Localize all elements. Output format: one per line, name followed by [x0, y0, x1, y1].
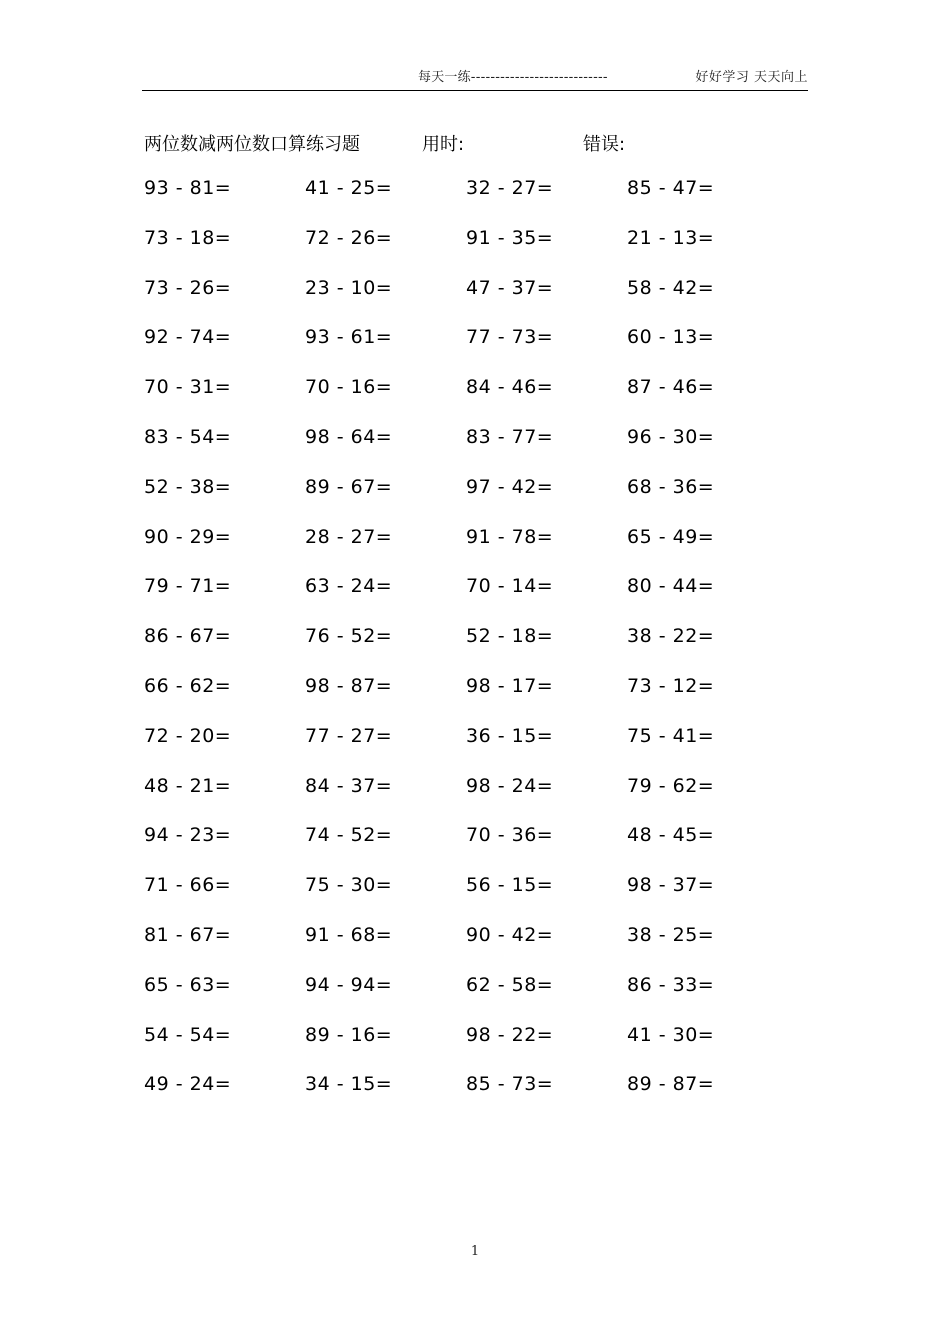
problem-item: 66 - 62= — [144, 674, 232, 697]
problem-row — [144, 775, 794, 825]
problem-item: 36 - 15= — [466, 724, 554, 747]
problem-item: 94 - 23= — [144, 824, 232, 847]
problem-item: 91 - 78= — [466, 525, 554, 548]
problem-item: 70 - 31= — [144, 376, 232, 399]
problem-item: 94 - 94= — [305, 973, 393, 996]
problem-item: 90 - 29= — [144, 525, 232, 548]
problem-item: 85 - 73= — [466, 1073, 554, 1096]
problem-item: 52 - 18= — [466, 625, 554, 648]
problem-item: 84 - 46= — [466, 376, 554, 399]
problem-item: 84 - 37= — [305, 774, 393, 797]
problem-item: 60 - 13= — [627, 326, 715, 349]
problem-row — [144, 824, 794, 874]
problem-item: 77 - 73= — [466, 326, 554, 349]
problem-row — [144, 675, 794, 725]
problem-item: 71 - 66= — [144, 874, 232, 897]
problem-item: 85 - 47= — [627, 177, 715, 199]
problem-row — [144, 725, 794, 775]
problem-item: 75 - 30= — [305, 874, 393, 897]
problem-item: 98 - 24= — [466, 774, 554, 797]
problem-row — [144, 1073, 794, 1123]
problem-item: 52 - 38= — [144, 475, 232, 498]
problem-item: 93 - 81= — [144, 177, 232, 199]
problem-item: 32 - 27= — [466, 177, 554, 199]
problem-row — [144, 476, 794, 526]
problem-row — [144, 526, 794, 576]
problem-item: 73 - 12= — [627, 674, 715, 697]
problem-item: 86 - 33= — [627, 973, 715, 996]
problem-row — [144, 575, 794, 625]
problem-item: 89 - 67= — [305, 475, 393, 498]
problem-item: 90 - 42= — [466, 923, 554, 946]
problem-item: 41 - 25= — [305, 177, 393, 199]
header-motto-left: 每天一练---------------------------- — [418, 70, 608, 85]
problem-grid — [144, 177, 794, 1123]
problem-item: 79 - 71= — [144, 575, 232, 598]
problem-row — [144, 874, 794, 924]
problem-row — [144, 426, 794, 476]
problem-row — [144, 376, 794, 426]
problem-item: 47 - 37= — [466, 276, 554, 299]
problem-item: 77 - 27= — [305, 724, 393, 747]
problem-item: 28 - 27= — [305, 525, 393, 548]
worksheet-title: 两位数减两位数口算练习题 — [144, 134, 360, 155]
problem-item: 96 - 30= — [627, 425, 715, 448]
problem-item: 70 - 14= — [466, 575, 554, 598]
header-motto-right: 好好学习 天天向上 — [695, 70, 808, 85]
problem-item: 98 - 37= — [627, 874, 715, 897]
problem-item: 91 - 68= — [305, 923, 393, 946]
problem-item: 68 - 36= — [627, 475, 715, 498]
problem-row — [144, 177, 794, 227]
problem-item: 79 - 62= — [627, 774, 715, 797]
problem-item: 63 - 24= — [305, 575, 393, 598]
problem-item: 70 - 16= — [305, 376, 393, 399]
problem-item: 98 - 64= — [305, 425, 393, 448]
problem-item: 73 - 18= — [144, 226, 232, 249]
problem-item: 91 - 35= — [466, 226, 554, 249]
problem-item: 74 - 52= — [305, 824, 393, 847]
problem-row — [144, 277, 794, 327]
problem-item: 49 - 24= — [144, 1073, 232, 1096]
problem-item: 38 - 25= — [627, 923, 715, 946]
problem-row — [144, 227, 794, 277]
problem-row — [144, 625, 794, 675]
problem-item: 65 - 63= — [144, 973, 232, 996]
worksheet-title-row — [144, 130, 804, 156]
problem-item: 56 - 15= — [466, 874, 554, 897]
problem-row — [144, 1024, 794, 1074]
problem-item: 89 - 87= — [627, 1073, 715, 1096]
problem-item: 65 - 49= — [627, 525, 715, 548]
page-header — [142, 64, 808, 91]
problem-item: 58 - 42= — [627, 276, 715, 299]
problem-item: 86 - 67= — [144, 625, 232, 648]
problem-item: 75 - 41= — [627, 724, 715, 747]
problem-item: 48 - 45= — [627, 824, 715, 847]
problem-item: 76 - 52= — [305, 625, 393, 648]
problem-item: 98 - 17= — [466, 674, 554, 697]
problem-item: 83 - 77= — [466, 425, 554, 448]
problem-row — [144, 974, 794, 1024]
problem-item: 98 - 22= — [466, 1023, 554, 1046]
problem-item: 23 - 10= — [305, 276, 393, 299]
problem-item: 87 - 46= — [627, 376, 715, 399]
problem-item: 41 - 30= — [627, 1023, 715, 1046]
problem-item: 48 - 21= — [144, 774, 232, 797]
problem-item: 72 - 26= — [305, 226, 393, 249]
page-number: 1 — [470, 1244, 480, 1259]
problem-item: 34 - 15= — [305, 1073, 393, 1096]
time-label: 用时: — [422, 134, 465, 155]
problem-item: 72 - 20= — [144, 724, 232, 747]
problem-item: 70 - 36= — [466, 824, 554, 847]
problem-item: 73 - 26= — [144, 276, 232, 299]
problem-item: 98 - 87= — [305, 674, 393, 697]
problem-item: 80 - 44= — [627, 575, 715, 598]
problem-item: 21 - 13= — [627, 226, 715, 249]
problem-item: 92 - 74= — [144, 326, 232, 349]
problem-item: 83 - 54= — [144, 425, 232, 448]
problem-row — [144, 924, 794, 974]
problem-item: 97 - 42= — [466, 475, 554, 498]
errors-label: 错误: — [583, 134, 626, 155]
problem-item: 54 - 54= — [144, 1023, 232, 1046]
problem-item: 93 - 61= — [305, 326, 393, 349]
problem-item: 81 - 67= — [144, 923, 232, 946]
problem-item: 62 - 58= — [466, 973, 554, 996]
problem-item: 89 - 16= — [305, 1023, 393, 1046]
problem-item: 38 - 22= — [627, 625, 715, 648]
problem-row — [144, 326, 794, 376]
